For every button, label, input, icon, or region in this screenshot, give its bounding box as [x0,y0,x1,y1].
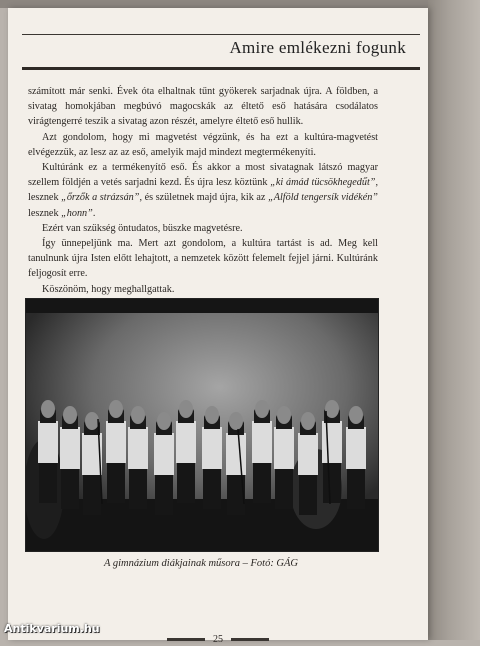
choir-singer [176,400,196,503]
photo-caption: A gimnázium diákjainak műsora – Fotó: GÁG [103,558,299,569]
choir-singer [106,400,126,503]
choir-singer [202,406,222,509]
body-paragraph [28,282,378,297]
book-edge [428,0,480,640]
chapter-title: Amire emlékezni fogunk [229,38,406,57]
body-text [28,84,378,297]
choir-singer [298,412,318,515]
body-paragraph [28,130,378,160]
choir-singer [154,412,174,515]
text-run: . [92,207,96,219]
page-footer [153,632,283,646]
header-rule-top [22,34,420,35]
text-run: számított már senki. Évek óta elhaltnak tűnt gyökerek sarjadnak újra. A földben, a sivatag homokjában megbúvó magocskák az éltető eső hatására csodálatos virágtengerré teszik a sivatag azon részét, amelyre éltető eső hullik. [28,86,378,128]
watermark: Antikvarium.hu [4,622,100,635]
text-run: Ezért van szükség öntudatos, büszke magvetésre. [42,222,243,234]
choir-singer [128,406,148,509]
choir-singer [322,400,342,503]
italic-quote: „őrzők a strázsán” [61,192,140,204]
body-paragraph [28,160,378,221]
text-run: lesznek [28,207,62,219]
top-shadow [0,0,480,8]
footer-rule-left [167,638,205,641]
text-run: , és születnek majd újra, kik az [139,192,269,204]
footer-rule-right [231,638,269,641]
choir-singer [346,406,366,509]
text-run: , lesznek [28,177,378,204]
body-paragraph [28,221,378,236]
choir-photo [25,298,379,552]
choir-singer [60,406,80,509]
text-run: Így ünnepeljünk ma. Mert azt gondolom, a kultúra tartást is ad. Meg kell tanulnunk újra Isten előtt lehajtott, a nemzetek között felemelt fejjel járni. Kultúránk feljogosít erre. [28,238,378,280]
choir-singer [274,406,294,509]
italic-quote: „honn” [61,207,93,219]
text-run: Köszönöm, hogy meghallgattak. [42,283,175,295]
header-rule-bottom [22,67,420,70]
book-page [8,8,428,645]
text-run: Azt gondolom, hogy mi magvetést végzünk, és ha ezt a kultúra-magvetést elvégezzük, az lesz az az eső, amelyik majd mindezt megtermékenyíti. [28,131,378,158]
body-paragraph [28,84,378,130]
italic-quote: „Alföld tengersík vidékén” [268,192,378,204]
choir-singer [252,400,272,503]
italic-quote: „ki ámád tücsökhegedűt” [270,177,376,189]
choir-photo-image [26,299,378,551]
choir-singer [38,400,58,503]
page-number: 25 [213,633,223,645]
body-paragraph [28,236,378,282]
text-run: Kultúránk ez a termékenyítő eső. És akkor a most sivatagnak látszó magyar szellem földjén a vetés sarjadni kezd. És újra lesz köztünk [28,162,378,189]
